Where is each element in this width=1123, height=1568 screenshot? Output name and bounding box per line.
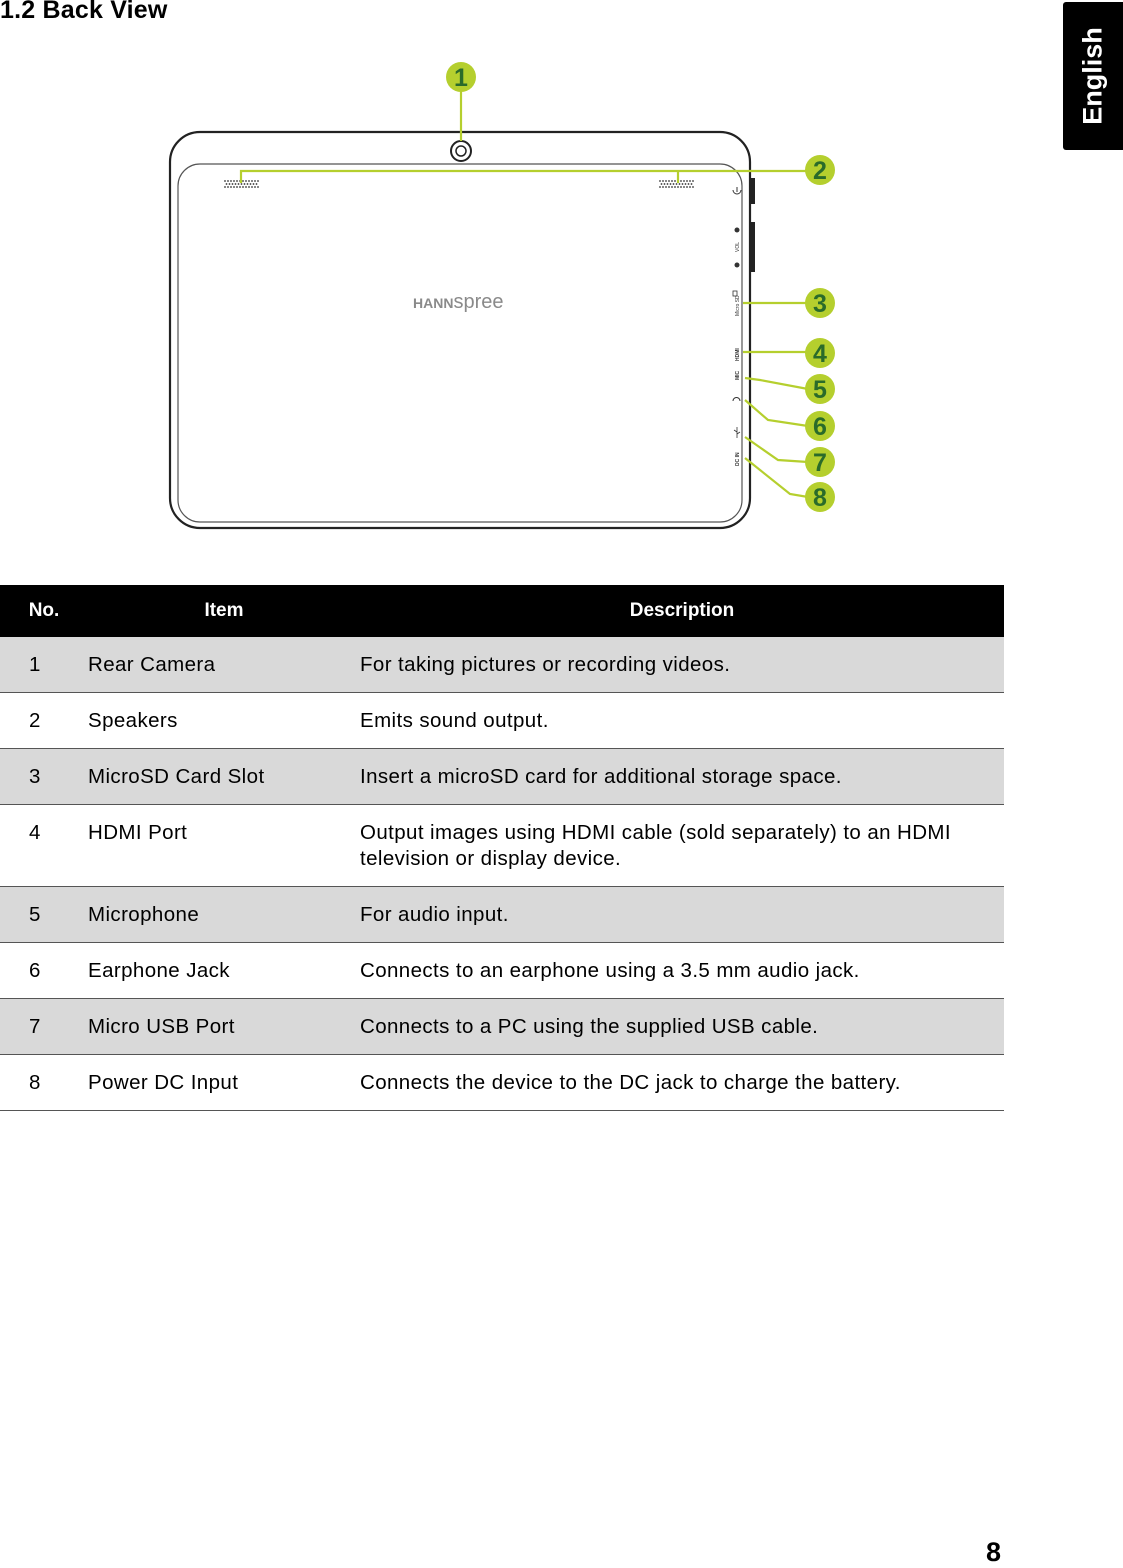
svg-text:3: 3 bbox=[813, 290, 827, 318]
callout-1 bbox=[446, 62, 476, 92]
table-row bbox=[0, 999, 1004, 1055]
row-description: For audio input. bbox=[360, 887, 1004, 943]
table-row bbox=[0, 693, 1004, 749]
table-row bbox=[0, 805, 1004, 887]
svg-text:6: 6 bbox=[813, 413, 827, 441]
tablet-back-view-figure bbox=[0, 50, 1000, 550]
table-row bbox=[0, 943, 1004, 999]
row-no: 6 bbox=[0, 943, 88, 999]
power-button bbox=[750, 178, 755, 204]
row-no: 5 bbox=[0, 887, 88, 943]
dc-in-label: DC IN bbox=[735, 452, 741, 466]
row-no: 7 bbox=[0, 999, 88, 1055]
row-description: Insert a microSD card for additional storage space. bbox=[360, 749, 1004, 805]
row-item: Earphone Jack bbox=[88, 943, 360, 999]
callout-4 bbox=[805, 338, 835, 368]
svg-text:5: 5 bbox=[813, 376, 827, 404]
header-no: No. bbox=[0, 585, 88, 637]
row-description: Output images using HDMI cable (sold separately) to an HDMI television or display device. bbox=[360, 805, 1004, 887]
back-view-spec-table bbox=[0, 585, 1004, 1111]
table-row bbox=[0, 1055, 1004, 1111]
callout-5 bbox=[805, 374, 835, 404]
mic-label: MIC bbox=[735, 370, 741, 380]
volume-up-icon bbox=[735, 228, 740, 233]
row-description: Connects to an earphone using a 3.5 mm audio jack. bbox=[360, 943, 1004, 999]
row-item: HDMI Port bbox=[88, 805, 360, 887]
svg-text:7: 7 bbox=[813, 449, 827, 477]
volume-button bbox=[750, 222, 755, 272]
row-item: Speakers bbox=[88, 693, 360, 749]
header-item: Item bbox=[88, 585, 360, 637]
page-number: 8 bbox=[985, 1537, 1001, 1567]
row-item: Microphone bbox=[88, 887, 360, 943]
callout-8 bbox=[805, 482, 835, 512]
header-description: Description bbox=[360, 585, 1004, 637]
row-no: 2 bbox=[0, 693, 88, 749]
table-row bbox=[0, 749, 1004, 805]
brand-logo: HANNspree bbox=[413, 291, 504, 313]
table-row bbox=[0, 887, 1004, 943]
row-no: 3 bbox=[0, 749, 88, 805]
row-no: 4 bbox=[0, 805, 88, 887]
row-item: Power DC Input bbox=[88, 1055, 360, 1111]
callout-3 bbox=[805, 288, 835, 318]
volume-down-icon bbox=[735, 263, 740, 268]
table-header-row bbox=[0, 585, 1004, 637]
row-item: Rear Camera bbox=[88, 637, 360, 693]
language-tab bbox=[1063, 2, 1123, 150]
row-description: Connects to a PC using the supplied USB cable. bbox=[360, 999, 1004, 1055]
row-description: Emits sound output. bbox=[360, 693, 1004, 749]
callout-7 bbox=[805, 447, 835, 477]
callout-2 bbox=[805, 155, 835, 185]
rear-camera-icon bbox=[451, 141, 471, 161]
row-item: Micro USB Port bbox=[88, 999, 360, 1055]
svg-text:4: 4 bbox=[813, 340, 827, 368]
micro-sd-label: Micro SD bbox=[735, 295, 741, 316]
language-tab-label: English bbox=[1077, 27, 1108, 125]
svg-text:8: 8 bbox=[813, 484, 827, 512]
table-row bbox=[0, 637, 1004, 693]
row-description: For taking pictures or recording videos. bbox=[360, 637, 1004, 693]
svg-text:2: 2 bbox=[813, 157, 827, 185]
hdmi-label: HDMI bbox=[735, 348, 741, 361]
svg-text:1: 1 bbox=[454, 64, 468, 92]
callout-6 bbox=[805, 411, 835, 441]
row-no: 8 bbox=[0, 1055, 88, 1111]
row-item: MicroSD Card Slot bbox=[88, 749, 360, 805]
row-description: Connects the device to the DC jack to charge the battery. bbox=[360, 1055, 1004, 1111]
row-no: 1 bbox=[0, 637, 88, 693]
section-title: 1.2 Back View bbox=[0, 0, 168, 24]
vol-label: VOL bbox=[735, 241, 741, 252]
tablet-outer-shell bbox=[170, 132, 750, 528]
